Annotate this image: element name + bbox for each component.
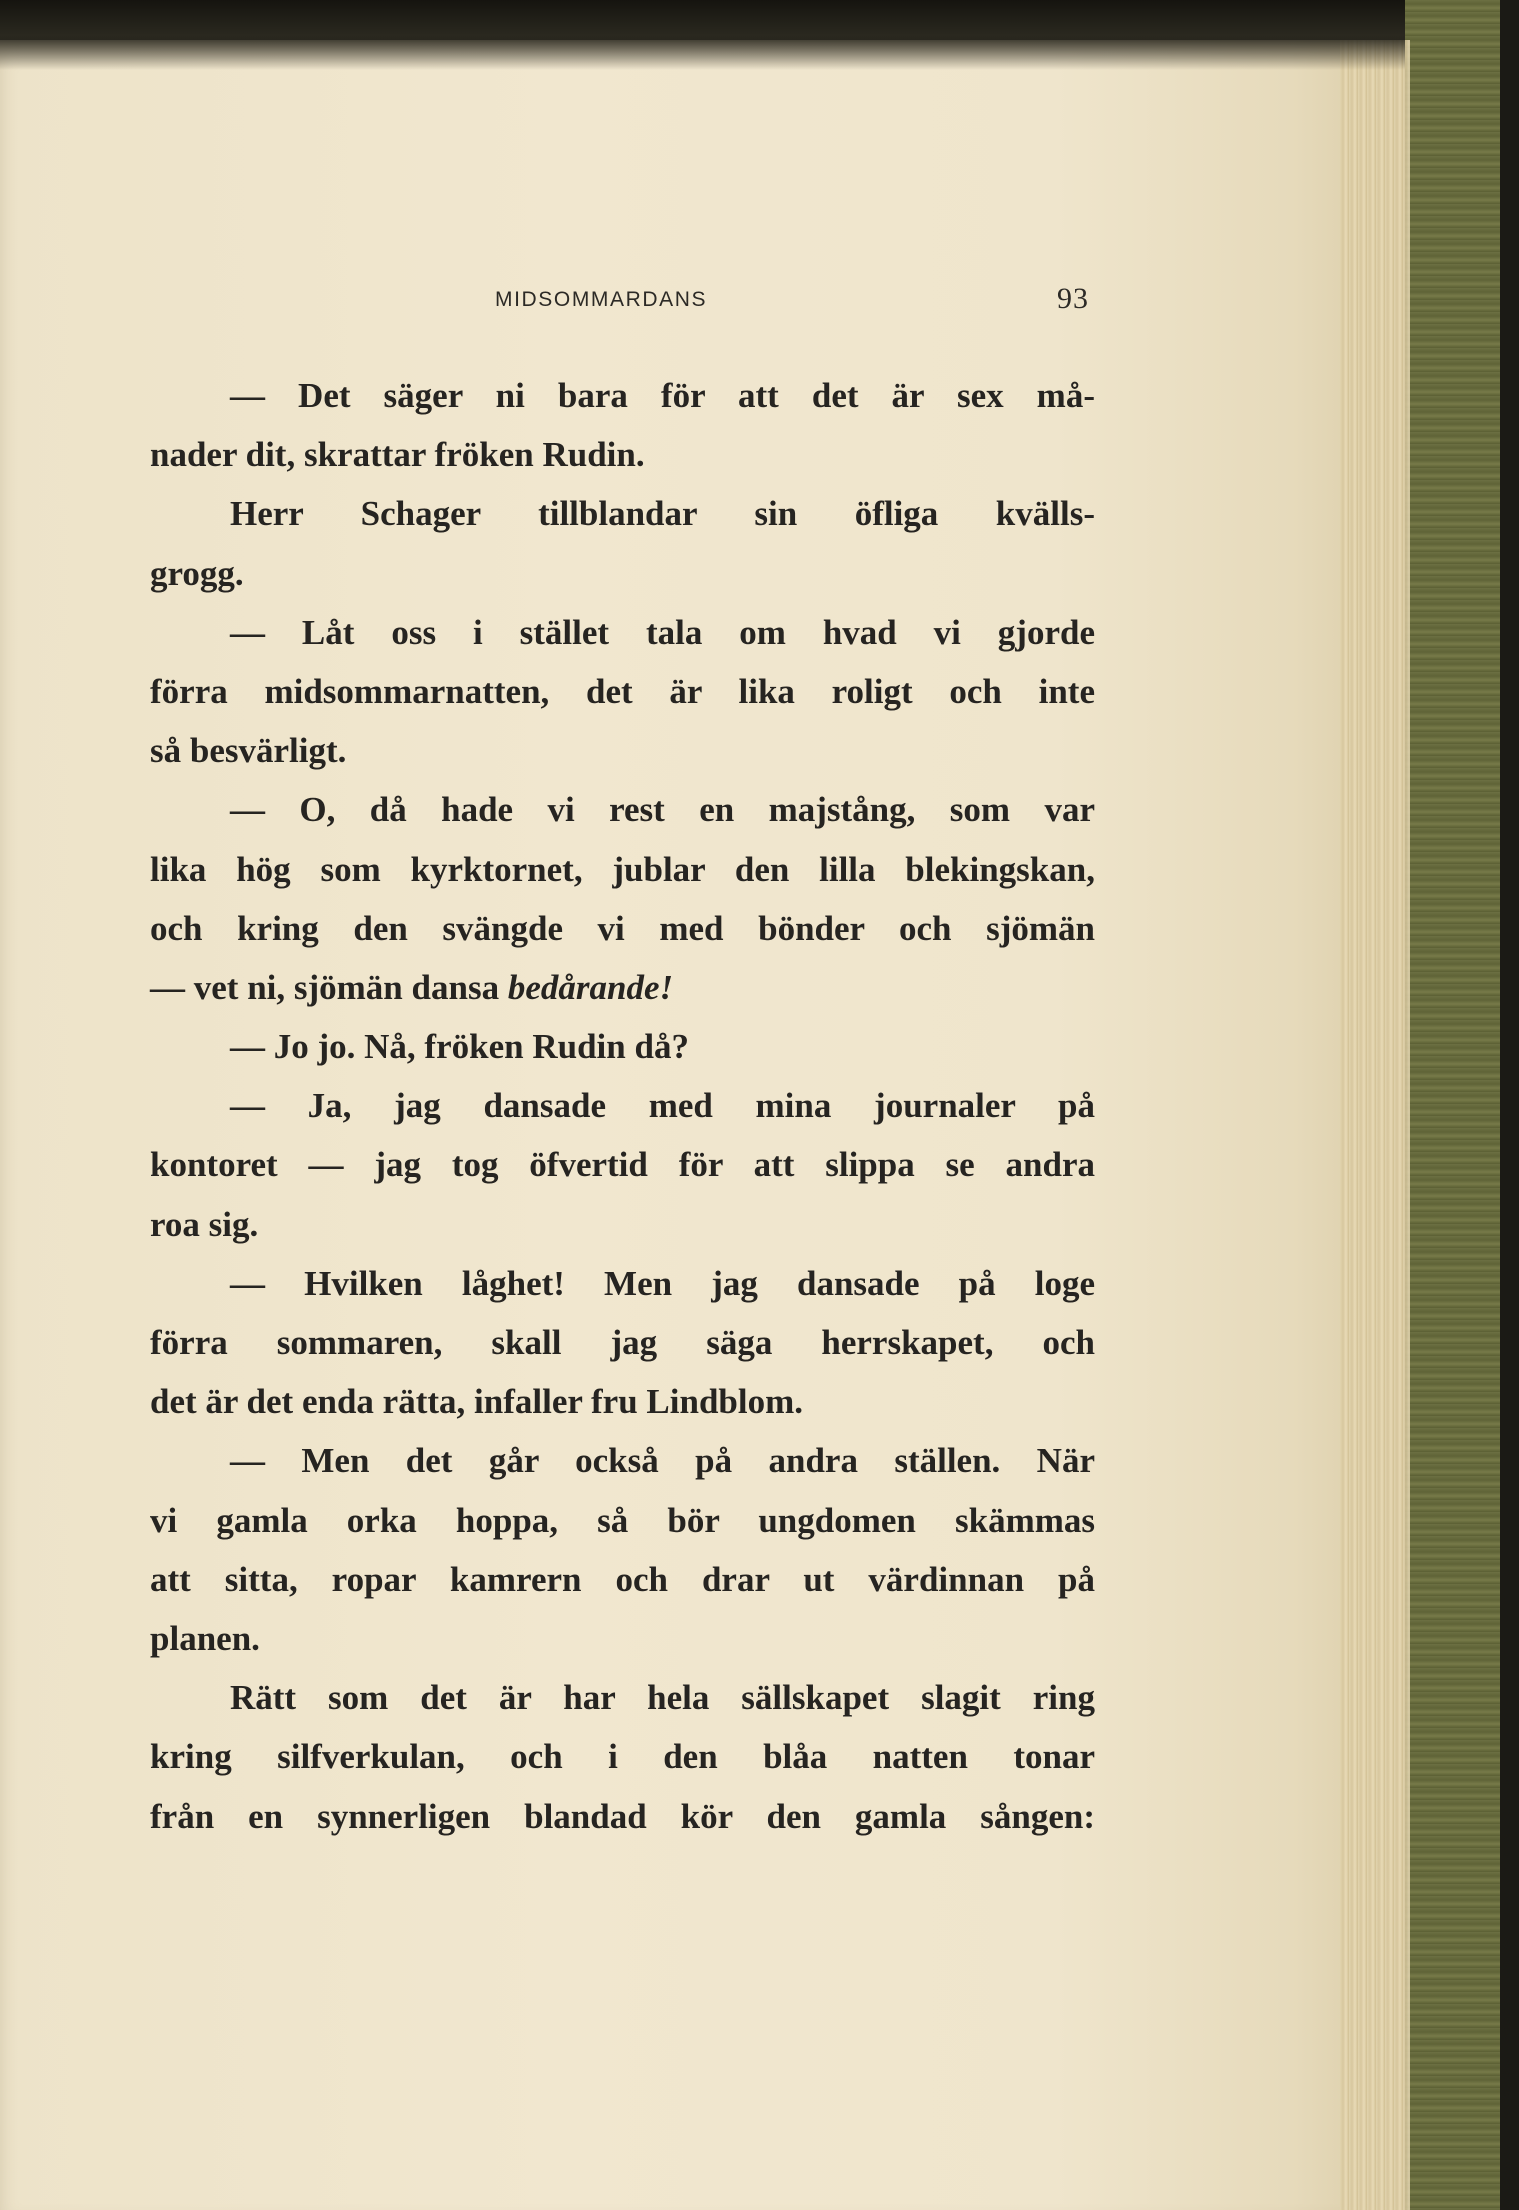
text-line: Rätt som det är har hela sällskapet slagit ring xyxy=(230,1678,1095,1718)
text-line: — Men det går också på andra ställen. När xyxy=(230,1441,1095,1481)
text-line: kring silfverkulan, och i den blåa natten tonar xyxy=(150,1737,1095,1777)
text-line: och kring den svängde vi med bönder och sjömän xyxy=(150,908,1095,948)
text-line: — Hvilken låghet! Men jag dansade på loge xyxy=(230,1263,1095,1303)
running-title: MIDSOMMARDANS xyxy=(495,288,708,311)
top-scan-shadow xyxy=(0,0,1405,70)
text-line: roa sig. xyxy=(150,1204,259,1244)
text-line: förra sommaren, skall jag säga herrskapet, och xyxy=(150,1323,1095,1362)
text-line: grogg. xyxy=(150,553,244,593)
text-line: planen. xyxy=(150,1618,260,1658)
body-text xyxy=(150,366,1095,1846)
page-header xyxy=(150,282,1095,322)
text-line: från en synnerligen blandad kör den gamla sången: xyxy=(150,1796,1095,1836)
text-line: vi gamla orka hoppa, så bör ungdomen skämmas xyxy=(150,1500,1095,1540)
text-line: att sitta, ropar kamrern och drar ut värdinnan på xyxy=(150,1559,1095,1599)
emphasized-word: bedårande! xyxy=(507,967,674,1007)
text-line: förra midsommarnatten, det är lika roligt och inte xyxy=(150,671,1095,711)
text-line: — Jo jo. Nå, fröken Rudin då? xyxy=(230,1027,689,1067)
text-line-with-emphasis xyxy=(150,958,1095,1017)
text-line: lika hög som kyrktornet, jublar den lilla blekingskan, xyxy=(150,849,1095,889)
text-line: så besvärligt. xyxy=(150,731,347,771)
text-line: — Ja, jag dansade med mina journaler på xyxy=(230,1086,1095,1126)
text-line: det är det enda rätta, infaller fru Lindblom. xyxy=(150,1382,804,1422)
page-number: 93 xyxy=(1057,282,1089,315)
text-line: — Låt oss i stället tala om hvad vi gjorde xyxy=(230,612,1095,652)
text-fragment: — vet ni, sjömän dansa xyxy=(150,967,500,1007)
text-line: Herr Schager tillblandar sin öfliga kvälls- xyxy=(230,494,1095,534)
page-stack-edge xyxy=(1340,40,1410,2210)
scan-border xyxy=(1500,0,1519,2210)
text-line: kontoret — jag tog öfvertid för att slippa se andra xyxy=(150,1145,1095,1185)
text-line: — O, då hade vi rest en majstång, som var xyxy=(230,790,1095,830)
text-line: — Det säger ni bara för att det är sex må- xyxy=(230,376,1095,415)
text-line: nader dit, skrattar fröken Rudin. xyxy=(150,435,645,475)
